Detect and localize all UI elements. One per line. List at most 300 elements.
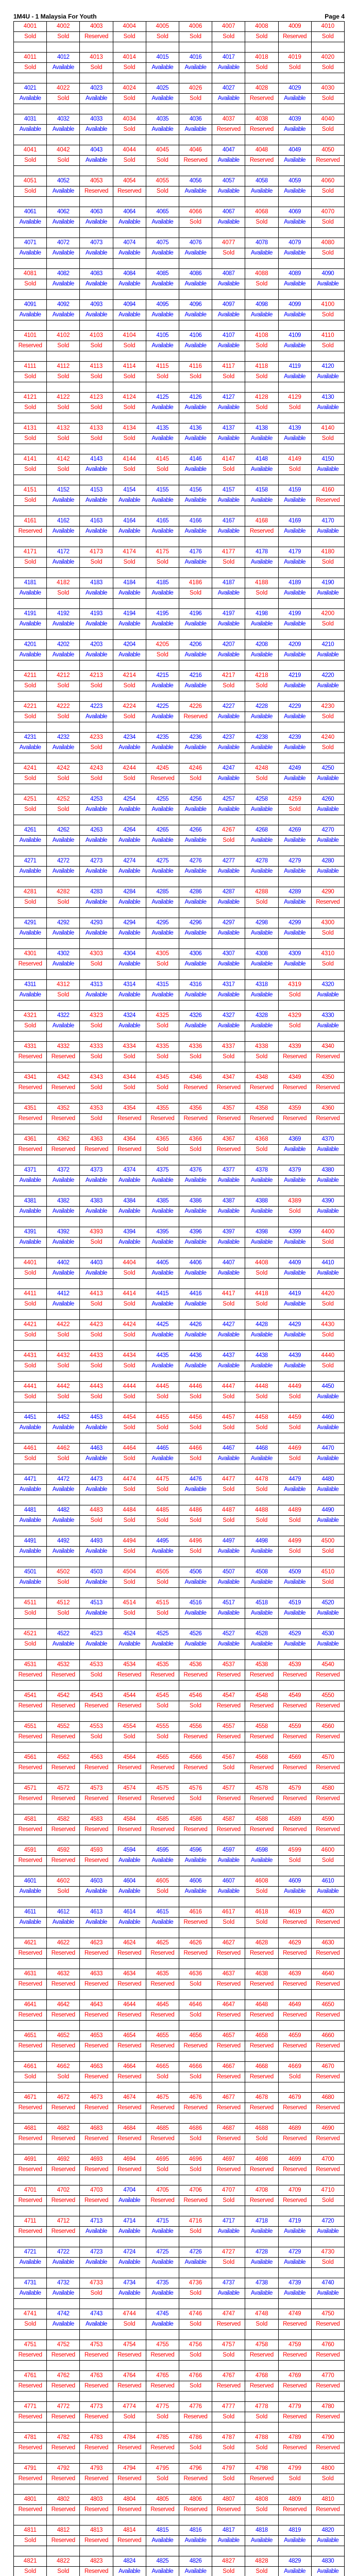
- unit-number: 4546: [179, 1691, 212, 1701]
- unit-number: 4209: [278, 640, 311, 650]
- unit-status: Available: [245, 867, 278, 877]
- empty-cell: [311, 1001, 344, 1011]
- unit-number: 4442: [47, 1382, 80, 1392]
- unit-number: 4011: [14, 53, 47, 63]
- unit-number: 4789: [278, 2433, 311, 2443]
- empty-cell: [146, 568, 179, 578]
- unit-number: 4240: [311, 733, 344, 743]
- unit-status: Available: [245, 1454, 278, 1464]
- empty-cell: [179, 1062, 212, 1073]
- empty-cell: [47, 351, 80, 362]
- unit-number: 4637: [212, 1969, 245, 1979]
- unit-number: 4371: [14, 1165, 47, 1176]
- unit-status: Sold: [179, 2381, 212, 2392]
- empty-cell: [245, 197, 278, 207]
- unit-number-row: [14, 547, 345, 557]
- unit-number: 4492: [47, 1536, 80, 1547]
- empty-cell: [278, 506, 311, 516]
- unit-number: 4398: [245, 1227, 278, 1238]
- unit-status: Sold: [146, 32, 179, 42]
- unit-status: Sold: [179, 32, 212, 42]
- unit-number: 4002: [47, 22, 80, 32]
- unit-number: 4748: [245, 2309, 278, 2319]
- unit-status: Sold: [146, 1021, 179, 1031]
- unit-number: 4286: [179, 887, 212, 897]
- unit-number: 4198: [245, 609, 278, 619]
- empty-cell: [278, 166, 311, 176]
- unit-status: Available: [146, 1299, 179, 1310]
- unit-number: 4205: [146, 640, 179, 650]
- unit-number: 4742: [47, 2309, 80, 2319]
- empty-cell: [47, 877, 80, 887]
- unit-number: 4491: [14, 1536, 47, 1547]
- unit-number: 4760: [311, 2340, 344, 2350]
- spacer-row: [14, 877, 345, 887]
- empty-cell: [80, 2052, 113, 2062]
- unit-number: 4117: [212, 362, 245, 372]
- empty-cell: [179, 1711, 212, 1722]
- empty-cell: [212, 259, 245, 269]
- unit-status: Sold: [80, 1083, 113, 1093]
- empty-cell: [311, 1402, 344, 1413]
- empty-cell: [311, 630, 344, 640]
- empty-cell: [113, 259, 146, 269]
- unit-number: 4289: [278, 887, 311, 897]
- unit-status: Available: [245, 557, 278, 568]
- empty-cell: [47, 2268, 80, 2278]
- unit-status: Available: [80, 465, 113, 475]
- empty-cell: [47, 1217, 80, 1227]
- unit-number: 4302: [47, 949, 80, 959]
- unit-status: Available: [245, 248, 278, 259]
- unit-number: 4603: [80, 1876, 113, 1887]
- empty-cell: [146, 1341, 179, 1351]
- unit-number: 4823: [80, 2556, 113, 2567]
- unit-number: 4085: [146, 269, 179, 279]
- unit-status: Reserved: [245, 2103, 278, 2113]
- unit-status: Reserved: [80, 2072, 113, 2082]
- unit-number: 4735: [146, 2278, 179, 2289]
- unit-status: Sold: [311, 959, 344, 970]
- unit-status: Sold: [80, 774, 113, 784]
- unit-number: 4510: [311, 1567, 344, 1578]
- unit-number-row: [14, 702, 345, 712]
- unit-number: 4489: [278, 1505, 311, 1516]
- unit-number: 4547: [212, 1691, 245, 1701]
- unit-status: Reserved: [80, 1794, 113, 1804]
- unit-number: 4568: [245, 1753, 278, 1763]
- unit-number: 4138: [245, 423, 278, 434]
- empty-cell: [245, 1217, 278, 1227]
- unit-status: Sold: [14, 32, 47, 42]
- unit-status: Reserved: [47, 1052, 80, 1062]
- empty-cell: [14, 413, 47, 423]
- unit-status: Available: [47, 187, 80, 197]
- unit-number: 4629: [278, 1938, 311, 1948]
- empty-cell: [179, 846, 212, 856]
- unit-status: Available: [212, 619, 245, 630]
- unit-status: Sold: [245, 588, 278, 599]
- unit-status: Sold: [179, 1979, 212, 1990]
- empty-cell: [14, 1433, 47, 1444]
- empty-cell: [146, 1001, 179, 1011]
- unit-number: 4297: [212, 918, 245, 928]
- unit-status: Sold: [146, 1083, 179, 1093]
- unit-number: 4682: [47, 2124, 80, 2134]
- unit-status-row: [14, 1732, 345, 1742]
- empty-cell: [245, 1742, 278, 1753]
- unit-status: Available: [179, 681, 212, 691]
- empty-cell: [47, 2546, 80, 2556]
- unit-status: Available: [14, 588, 47, 599]
- empty-cell: [245, 1031, 278, 1042]
- empty-cell: [179, 753, 212, 764]
- unit-number: 4308: [245, 949, 278, 959]
- empty-cell: [47, 846, 80, 856]
- unit-status: Reserved: [80, 2567, 113, 2576]
- empty-cell: [80, 660, 113, 671]
- unit-number: 4321: [14, 1011, 47, 1021]
- unit-status-row: [14, 2350, 345, 2361]
- unit-number: 4241: [14, 764, 47, 774]
- empty-cell: [212, 413, 245, 423]
- empty-cell: [179, 1001, 212, 1011]
- empty-cell: [245, 1959, 278, 1969]
- empty-cell: [146, 1031, 179, 1042]
- unit-number: 4048: [245, 145, 278, 156]
- unit-number: 4448: [245, 1382, 278, 1392]
- unit-status: Sold: [80, 1392, 113, 1402]
- empty-cell: [212, 1186, 245, 1196]
- unit-status: Available: [179, 465, 212, 475]
- empty-cell: [14, 475, 47, 485]
- empty-cell: [179, 2206, 212, 2216]
- unit-status: Available: [113, 990, 146, 1001]
- empty-cell: [311, 2175, 344, 2185]
- unit-number: 4131: [14, 423, 47, 434]
- unit-number: 4057: [212, 176, 245, 187]
- unit-number: 4201: [14, 640, 47, 650]
- empty-cell: [311, 970, 344, 980]
- unit-status: Sold: [14, 2567, 47, 2576]
- empty-cell: [278, 73, 311, 83]
- unit-status: Sold: [14, 557, 47, 568]
- unit-status: Sold: [179, 372, 212, 382]
- unit-number: 4478: [245, 1475, 278, 1485]
- unit-number: 4395: [146, 1227, 179, 1238]
- unit-number: 4007: [212, 22, 245, 32]
- unit-status: Reserved: [80, 2381, 113, 2392]
- unit-number: 4434: [113, 1351, 146, 1361]
- unit-number: 4156: [179, 485, 212, 496]
- empty-cell: [212, 2175, 245, 2185]
- unit-number: 4610: [311, 1876, 344, 1887]
- unit-number: 4443: [80, 1382, 113, 1392]
- empty-cell: [80, 320, 113, 331]
- unit-number: 4069: [278, 207, 311, 217]
- unit-number: 4327: [212, 1011, 245, 1021]
- unit-number: 4738: [245, 2278, 278, 2289]
- unit-status: Sold: [179, 2165, 212, 2175]
- unit-number: 4620: [311, 1907, 344, 1918]
- unit-status: Available: [212, 1176, 245, 1186]
- unit-status: Available: [179, 836, 212, 846]
- empty-cell: [146, 2330, 179, 2340]
- empty-cell: [179, 1742, 212, 1753]
- unit-number: 4340: [311, 1042, 344, 1052]
- empty-cell: [311, 1310, 344, 1320]
- empty-cell: [179, 104, 212, 114]
- unit-status: Sold: [278, 465, 311, 475]
- empty-cell: [14, 815, 47, 825]
- unit-status: Available: [179, 1330, 212, 1341]
- unit-number: 4338: [245, 1042, 278, 1052]
- unit-status: Sold: [278, 1392, 311, 1402]
- unit-status: Reserved: [311, 1948, 344, 1959]
- empty-cell: [80, 1310, 113, 1320]
- empty-cell: [245, 166, 278, 176]
- unit-status: Sold: [311, 187, 344, 197]
- unit-number-row: [14, 2402, 345, 2412]
- empty-cell: [80, 2113, 113, 2124]
- empty-cell: [278, 568, 311, 578]
- unit-status: Available: [278, 94, 311, 104]
- unit-status: Available: [80, 712, 113, 722]
- unit-status: Available: [212, 928, 245, 939]
- unit-number: 4566: [179, 1753, 212, 1763]
- empty-cell: [14, 1464, 47, 1475]
- empty-cell: [47, 537, 80, 547]
- spacer-row: [14, 630, 345, 640]
- empty-cell: [212, 1588, 245, 1598]
- empty-cell: [113, 1124, 146, 1134]
- empty-cell: [47, 1897, 80, 1907]
- unit-status: Available: [146, 125, 179, 135]
- unit-number: 4263: [80, 825, 113, 836]
- empty-cell: [146, 2515, 179, 2526]
- empty-cell: [47, 1711, 80, 1722]
- unit-status: Available: [311, 774, 344, 784]
- unit-number: 4130: [311, 393, 344, 403]
- unit-number: 4166: [179, 516, 212, 527]
- empty-cell: [14, 2453, 47, 2464]
- unit-number: 4244: [113, 764, 146, 774]
- unit-number: 4377: [212, 1165, 245, 1176]
- unit-number: 4415: [146, 1289, 179, 1299]
- unit-status: Sold: [113, 1732, 146, 1742]
- unit-number: 4410: [311, 1258, 344, 1268]
- empty-cell: [311, 1526, 344, 1536]
- unit-number: 4729: [278, 2247, 311, 2258]
- empty-cell: [278, 1248, 311, 1258]
- unit-status: Available: [278, 681, 311, 691]
- unit-status: Reserved: [245, 1763, 278, 1773]
- unit-number: 4408: [245, 1258, 278, 1268]
- empty-cell: [278, 413, 311, 423]
- unit-status: Sold: [179, 1423, 212, 1433]
- unit-status: Reserved: [278, 1825, 311, 1835]
- unit-status: Sold: [47, 990, 80, 1001]
- unit-number: 4140: [311, 423, 344, 434]
- unit-number: 4041: [14, 145, 47, 156]
- unit-status: Available: [80, 1608, 113, 1619]
- unit-status: Reserved: [212, 1114, 245, 1124]
- spacer-row: [14, 2206, 345, 2216]
- spacer-row: [14, 2299, 345, 2309]
- unit-number: 4500: [311, 1536, 344, 1547]
- empty-cell: [80, 2021, 113, 2031]
- empty-cell: [179, 2144, 212, 2155]
- unit-number: 4505: [146, 1567, 179, 1578]
- unit-status: Sold: [179, 1145, 212, 1155]
- empty-cell: [146, 1557, 179, 1567]
- unit-status-row: [14, 496, 345, 506]
- empty-cell: [311, 846, 344, 856]
- unit-number-row: [14, 423, 345, 434]
- empty-cell: [47, 1619, 80, 1629]
- unit-number: 4773: [80, 2402, 113, 2412]
- unit-number: 4647: [212, 2000, 245, 2010]
- unit-number: 4052: [47, 176, 80, 187]
- empty-cell: [47, 1402, 80, 1413]
- empty-cell: [179, 42, 212, 53]
- unit-number: 4097: [212, 300, 245, 310]
- empty-cell: [245, 722, 278, 733]
- unit-number: 4220: [311, 671, 344, 681]
- empty-cell: [212, 42, 245, 53]
- empty-cell: [245, 1093, 278, 1104]
- unit-number: 4414: [113, 1289, 146, 1299]
- unit-number-row: [14, 1598, 345, 1608]
- spacer-row: [14, 1341, 345, 1351]
- unit-number: 4108: [245, 331, 278, 341]
- unit-status: Sold: [47, 2567, 80, 2576]
- unit-number: 4075: [146, 238, 179, 248]
- unit-number: 4128: [245, 393, 278, 403]
- unit-number: 4322: [47, 1011, 80, 1021]
- unit-status: Sold: [80, 681, 113, 691]
- empty-cell: [278, 1124, 311, 1134]
- unit-status: Sold: [146, 2474, 179, 2484]
- unit-status: Available: [146, 743, 179, 753]
- unit-status: Available: [179, 1608, 212, 1619]
- unit-status: Sold: [47, 403, 80, 413]
- unit-status-row: [14, 681, 345, 691]
- empty-cell: [245, 1062, 278, 1073]
- empty-cell: [113, 42, 146, 53]
- empty-cell: [212, 1619, 245, 1629]
- unit-status: Sold: [113, 1423, 146, 1433]
- unit-number: 4039: [278, 114, 311, 125]
- unit-status: Sold: [179, 1052, 212, 1062]
- unit-number: 4734: [113, 2278, 146, 2289]
- unit-number: 4342: [47, 1073, 80, 1083]
- unit-number: 4148: [245, 454, 278, 465]
- spacer-row: [14, 1031, 345, 1042]
- empty-cell: [212, 1681, 245, 1691]
- unit-status: Sold: [14, 1268, 47, 1279]
- unit-status: Reserved: [47, 2227, 80, 2237]
- unit-status: Reserved: [47, 1732, 80, 1742]
- unit-number: 4025: [146, 83, 179, 94]
- unit-status: Reserved: [113, 1979, 146, 1990]
- unit-number: 4212: [47, 671, 80, 681]
- unit-number: 4351: [14, 1104, 47, 1114]
- unit-number: 4615: [146, 1907, 179, 1918]
- empty-cell: [113, 413, 146, 423]
- unit-status: Reserved: [311, 2319, 344, 2330]
- unit-number: 4298: [245, 918, 278, 928]
- unit-number: 4683: [80, 2124, 113, 2134]
- unit-number: 4337: [212, 1042, 245, 1052]
- unit-status: Available: [146, 928, 179, 939]
- unit-number: 4082: [47, 269, 80, 279]
- unit-status: Sold: [113, 1052, 146, 1062]
- unit-number: 4283: [80, 887, 113, 897]
- unit-number: 4618: [245, 1907, 278, 1918]
- unit-status: Reserved: [179, 2041, 212, 2052]
- unit-status: Sold: [113, 774, 146, 784]
- unit-status: Available: [113, 310, 146, 320]
- unit-number: 4071: [14, 238, 47, 248]
- unit-number: 4649: [278, 2000, 311, 2010]
- unit-status-row: [14, 1670, 345, 1681]
- empty-cell: [14, 2175, 47, 2185]
- unit-number: 4003: [80, 22, 113, 32]
- spacer-row: [14, 691, 345, 702]
- unit-number: 4252: [47, 794, 80, 805]
- empty-cell: [14, 630, 47, 640]
- unit-status: Sold: [278, 1454, 311, 1464]
- empty-cell: [179, 2453, 212, 2464]
- unit-status: Available: [80, 1207, 113, 1217]
- unit-status: Sold: [146, 465, 179, 475]
- empty-cell: [14, 1711, 47, 1722]
- empty-cell: [14, 2113, 47, 2124]
- empty-cell: [212, 784, 245, 794]
- unit-number: 4074: [113, 238, 146, 248]
- unit-status: Available: [311, 1021, 344, 1031]
- empty-cell: [212, 1279, 245, 1289]
- unit-number: 4625: [146, 1938, 179, 1948]
- empty-cell: [80, 2453, 113, 2464]
- unit-number: 4038: [245, 114, 278, 125]
- unit-status: Available: [80, 867, 113, 877]
- unit-status: Available: [80, 1918, 113, 1928]
- unit-status: Available: [14, 1176, 47, 1186]
- unit-status: Available: [311, 1516, 344, 1526]
- unit-status-row: [14, 1268, 345, 1279]
- spacer-row: [14, 104, 345, 114]
- empty-cell: [113, 1804, 146, 1815]
- unit-number: 4249: [278, 764, 311, 774]
- empty-cell: [212, 1217, 245, 1227]
- unit-number: 4544: [113, 1691, 146, 1701]
- unit-number: 4564: [113, 1753, 146, 1763]
- unit-status: Reserved: [14, 1145, 47, 1155]
- empty-cell: [179, 2175, 212, 2185]
- unit-status: Available: [113, 2258, 146, 2268]
- unit-status-row: [14, 1979, 345, 1990]
- empty-cell: [179, 2021, 212, 2031]
- unit-status: Reserved: [311, 1918, 344, 1928]
- unit-number: 4713: [80, 2216, 113, 2227]
- unit-number: 4319: [278, 980, 311, 990]
- empty-cell: [113, 1835, 146, 1845]
- unit-number: 4813: [80, 2526, 113, 2536]
- unit-number: 4078: [245, 238, 278, 248]
- unit-number: 4551: [14, 1722, 47, 1732]
